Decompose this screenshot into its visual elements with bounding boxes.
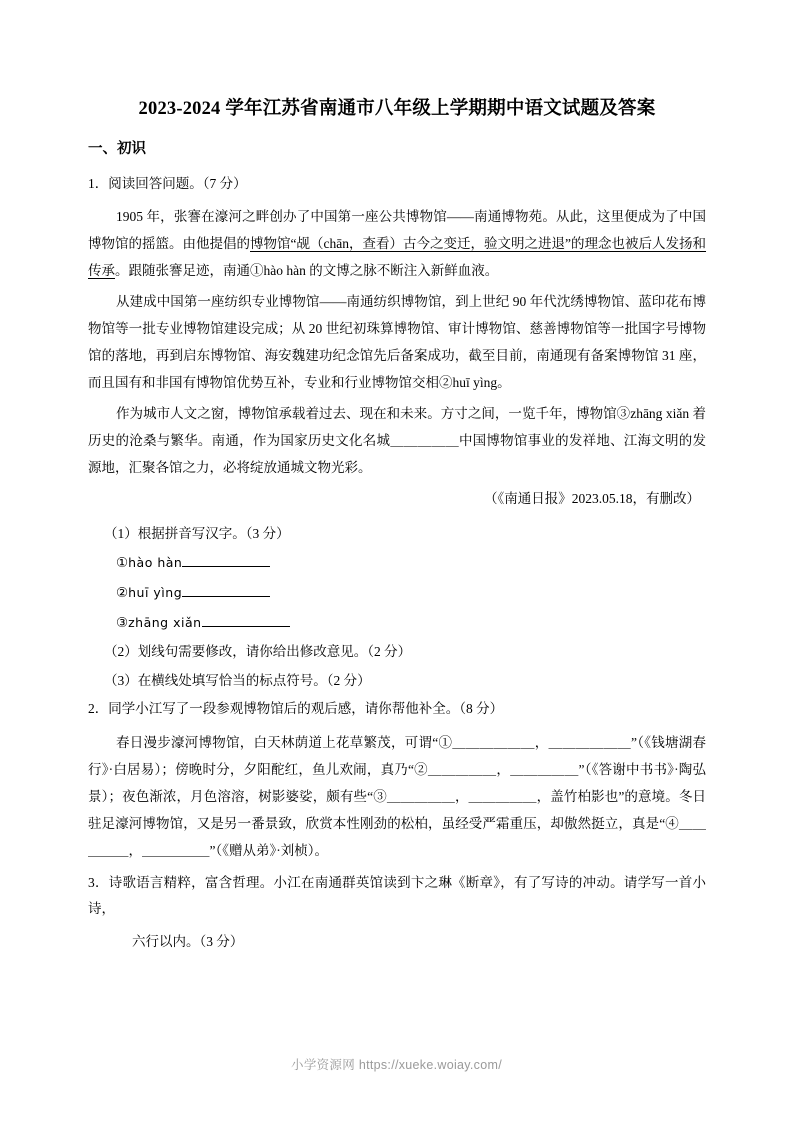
question-3-number: 3．诗歌语言精粹，富含哲理。小江在南通群英馆读到卞之琳《断章》，有了写诗的冲动。请学写一首小诗，: [88, 874, 706, 916]
para1-underlined: 博物馆“觇（chān，查看）古今之变迁，验文明之进退”的理念也被后人发扬和传承: [88, 236, 707, 279]
question-1-paragraph-1: [88, 203, 706, 284]
watermark-url: https://xueke.woiay.com/: [358, 1058, 502, 1072]
question-1-number: 1．阅读回答问题。（7 分）: [88, 175, 247, 191]
watermark: [0, 1055, 793, 1073]
pinyin-text-3: zhāng xiǎn: [128, 614, 202, 630]
question-2-number: 2．同学小江写了一段参观博物馆后的观后感，请你帮他补全。（8 分）: [88, 701, 504, 717]
pinyin-answer-2: [88, 579, 706, 607]
pinyin-label-3: ③: [116, 614, 129, 630]
question-1-sub-3: （3）在横线处填写恰当的标点符号。（2 分）: [104, 673, 371, 689]
pinyin-answer-1: [88, 549, 706, 577]
pinyin-text-2: huī yìng: [128, 584, 183, 600]
page-title: 2023-2024 学年江苏省南通市八年级上学期期中语文试题及答案: [138, 99, 656, 119]
watermark-site-name: 小学资源网: [291, 1058, 356, 1072]
para1-suffix: 。跟随张謇足迹，南通①hào hàn 的文博之脉不断注入新鲜血液。: [115, 263, 499, 279]
question-1-paragraph-3: 作为城市人文之窗，博物馆承载着过去、现在和未来。方寸之间，一览千年，博物馆③zhāng xiǎn 着历史的沧桑与繁华。南通，作为国家历史文化名城＿＿＿＿＿中国博物馆事业的发祥地、江海文明的发源地，汇聚各馆之力，必将绽放通城文物光彩。: [88, 406, 706, 476]
question-1-sub-1: （1）根据拼音写汉字。（3 分）: [104, 526, 290, 542]
pinyin-label-1: ①: [116, 555, 129, 571]
pinyin-answer-3: [88, 609, 706, 637]
question-1-source: （《南通日报》2023.05.18，有删改）: [484, 491, 700, 507]
question-2-body: 春日漫步濠河博物馆，白天林荫道上花草繁茂，可谓“①＿＿＿＿＿＿，＿＿＿＿＿＿”（《钱塘湖春行》·白居易）；傍晚时分，夕阳酡红，鱼儿欢闹，真乃“②＿＿＿＿＿，＿＿＿＿＿”（《答谢中书书》·陶弘景）；夜色渐浓，月色溶溶，树影婆娑，颇有些“③＿＿＿＿＿，＿＿＿＿＿，盖竹柏影也”的意境。冬日驻足濠河博物馆，又是另一番景致，欣赏本性刚劲的松柏，虽经受严霜重压，却傲然挺立，真是“④＿＿＿＿＿，＿＿＿＿＿”（《赠从弟》·刘桢）。: [88, 734, 706, 858]
answer-blank[interactable]: [182, 553, 270, 568]
question-3-continuation: 六行以内。（3 分）: [132, 934, 244, 950]
question-1-sub-2: （2）划线句需要修改，请你给出修改意见。（2 分）: [104, 644, 412, 660]
answer-blank[interactable]: [182, 582, 270, 597]
document-content: [88, 96, 706, 958]
question-1-paragraph-2: 从建成中国第一座纺织专业博物馆——南通纺织博物馆，到上世纪 90 年代沈绣博物馆、蓝印花布博物馆等一批专业博物馆建设完成；从 20 世纪初珠算博物馆、审计博物馆、慈善博物馆等一批国字号博物馆的落地，再到启东博物馆、海安魏建功纪念馆先后备案成功，截至目前，南通现有备案博物馆 31 座，而且国有和非国有博物馆优势互补，专业和行业博物馆交相②huī yìng。: [88, 294, 706, 391]
pinyin-text-1: hào hàn: [128, 555, 183, 571]
pinyin-label-2: ②: [116, 584, 129, 600]
section-heading: 一、初识: [88, 140, 146, 157]
para1-prefix: 1905 年，张謇在濠河之畔创办了中国第一座公共博物馆——南通博物苑。从此，这里便成为了中国博物馆的摇篮。由他提倡的: [88, 209, 706, 252]
answer-blank[interactable]: [202, 612, 290, 627]
